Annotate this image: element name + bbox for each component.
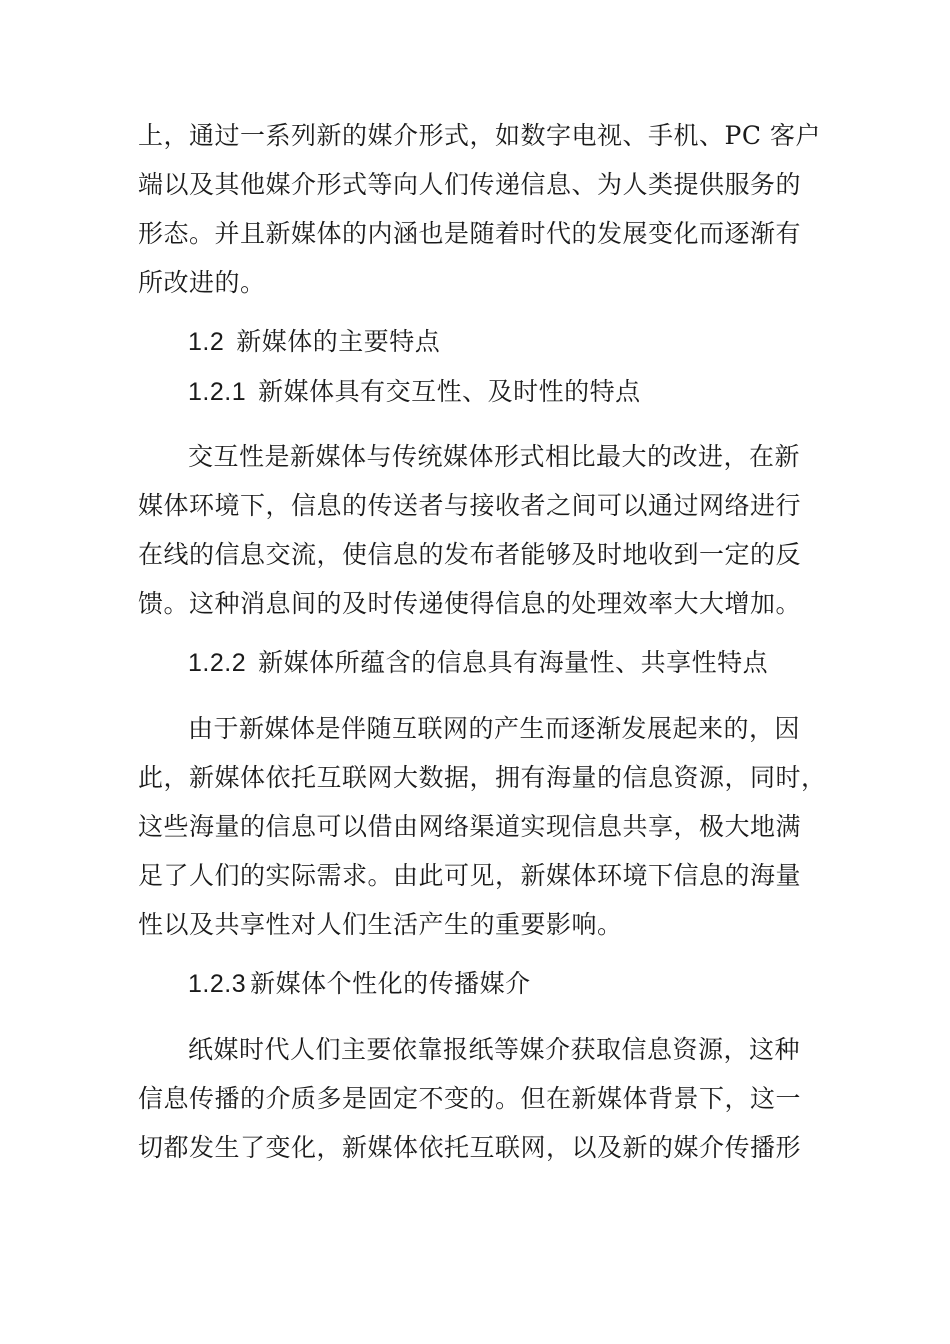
paragraph-line: 所改进的。: [138, 268, 266, 297]
paragraph-line: 性以及共享性对人们生活产生的重要影响。: [138, 910, 623, 939]
section-title: 新媒体个性化的传播媒介: [250, 969, 531, 998]
paragraph-line: 足了人们的实际需求。由此可见，新媒体环境下信息的海量: [138, 861, 802, 890]
paragraph-line: 媒体环境下，信息的传送者与接收者之间可以通过网络进行: [138, 491, 802, 520]
paragraph-line: 此，新媒体依托互联网大数据，拥有海量的信息资源，同时，: [138, 763, 827, 792]
section-number: 1.2: [188, 328, 225, 356]
section-title: 新媒体所蕴含的信息具有海量性、共享性特点: [258, 648, 769, 677]
section-heading-1-2-3: [188, 960, 531, 1008]
paragraph-line: 在线的信息交流，使信息的发布者能够及时地收到一定的反: [138, 540, 802, 569]
paragraph-line: 上，通过一系列新的媒介形式，如数字电视、手机、PC 客户: [138, 121, 821, 150]
paragraph-line: 这些海量的信息可以借由网络渠道实现信息共享，极大地满: [138, 812, 802, 841]
section-heading-1-2-1: [188, 368, 641, 416]
section-heading-1-2-2: [188, 639, 768, 687]
paragraph-line: 端以及其他媒介形式等向人们传递信息、为人类提供服务的: [138, 170, 802, 199]
paragraph-line: 由于新媒体是伴随互联网的产生而逐渐发展起来的，因: [188, 714, 801, 743]
paragraph-line: 馈。这种消息间的及时传递使得信息的处理效率大大增加。: [138, 589, 802, 618]
paragraph-line: 切都发生了变化，新媒体依托互联网，以及新的媒介传播形: [138, 1133, 802, 1162]
paragraph-line: 信息传播的介质多是固定不变的。但在新媒体背景下，这一: [138, 1084, 802, 1113]
section-title: 新媒体具有交互性、及时性的特点: [258, 377, 641, 406]
section-title: 新媒体的主要特点: [236, 327, 441, 356]
paragraph-line: 形态。并且新媒体的内涵也是随着时代的发展变化而逐渐有: [138, 219, 802, 248]
paragraph-line: 交互性是新媒体与传统媒体形式相比最大的改进，在新: [188, 442, 801, 471]
section-number: 1.2.2: [188, 649, 247, 677]
section-number: 1.2.1: [188, 378, 247, 406]
section-heading-1-2: [188, 318, 440, 366]
paragraph-line: 纸媒时代人们主要依靠报纸等媒介获取信息资源，这种: [188, 1035, 801, 1064]
section-number: 1.2.3: [188, 970, 247, 998]
